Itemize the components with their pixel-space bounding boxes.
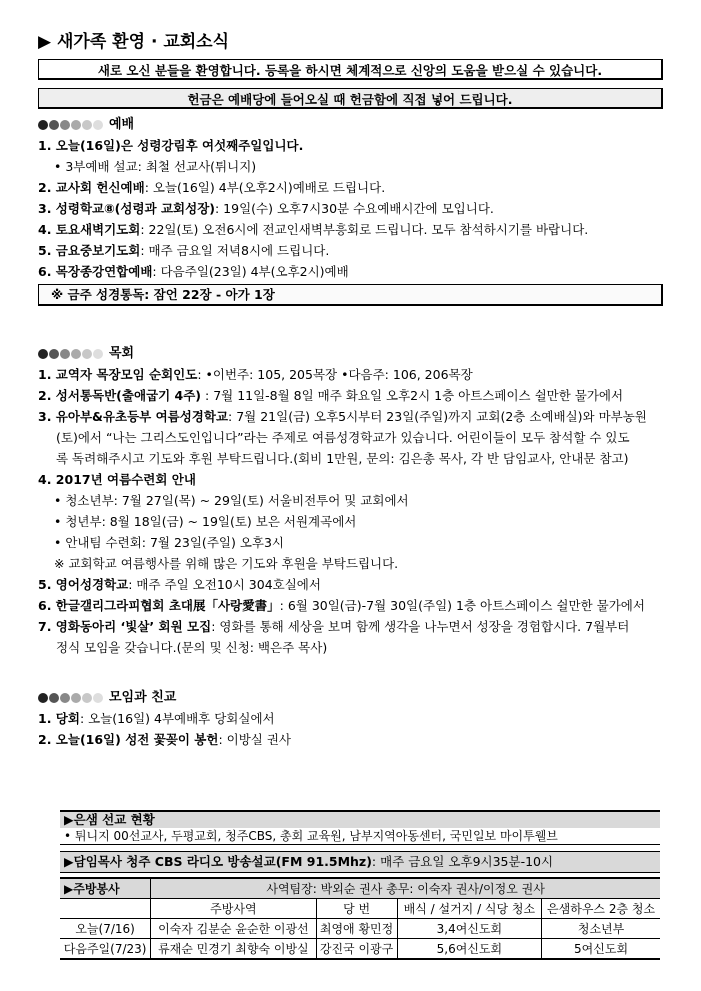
- section-title: 목회: [109, 346, 135, 361]
- mission-block: [60, 810, 660, 845]
- bulletin-page: [38, 30, 663, 750]
- worship-bullet-preacher: • 3부예배 설교: 최철 선교사(튀니지): [54, 159, 257, 174]
- service-title: ▶주방봉사: [60, 878, 151, 899]
- retreat-bullet: • 청년부: 8월 18일(금) ~ 19일(토) 보은 서원계곡에서: [54, 514, 357, 529]
- worship-item-2: 2. 교사회 헌신예배: 오늘(16일) 4부(오후2시)예배로 드립니다.: [38, 180, 386, 195]
- dots-icon: [38, 693, 103, 703]
- page-title: ▶ 새가족 환영 · 교회소식: [38, 32, 230, 52]
- dots-icon: [38, 349, 103, 359]
- service-leaders: 사역팀장: 박외순 권사 총무: 이숙자 권사/이정오 권사: [151, 878, 660, 899]
- welcome-banner: 새로 오신 분들을 환영합니다. 등록을 하시면 체계적으로 신앙의 도움을 받으실 수 있습니다.: [38, 59, 663, 80]
- pastoral-item-3: 3. 유아부&유초등부 여름성경학교: 7월 21일(금) 오후5시부터 23일(주일)까지 교회(2층 소예배실)와 마부농원: [38, 409, 647, 424]
- dots-icon: [38, 120, 103, 130]
- section-worship-heading: [38, 115, 663, 135]
- worship-item-1: 1. 오늘(16일)은 성령강림후 여섯째주일입니다.: [38, 138, 304, 153]
- worship-item-5: 5. 금요중보기도회: 매주 금요일 저녁8시에 드립니다.: [38, 243, 330, 258]
- pastoral-item-5: 5. 영어성경학교: 매주 주일 오전10시 304호실에서: [38, 577, 321, 592]
- section-fellowship-heading: [38, 688, 663, 708]
- fellowship-item-1: 1. 당회: 오늘(16일) 4부예배후 당회실에서: [38, 711, 275, 726]
- pastoral-item-6: 6. 한글갤리그라피협회 초대展「사랑愛書」: 6월 30일(금)-7월 30일(주일) 1층 아트스페이스 쉴만한 물가에서: [38, 598, 645, 613]
- section-title: 모임과 친교: [109, 690, 177, 705]
- pastoral-item-2: 2. 성서통독반(출애굽기 4주) : 7월 11일-8월 8일 매주 화요일 오후2시 1층 아트스페이스 쉴만한 물가에서: [38, 388, 624, 403]
- bottom-info: [60, 810, 660, 960]
- pastoral-item-3-cont: (토)에서 “나는 그리스도인입니다”라는 주제로 여름성경학교가 있습니다. 어린이들이 모두 참석할 수 있도: [56, 430, 630, 445]
- fellowship-item-2: 2. 오늘(16일) 성전 꽃꽂이 봉헌: 이방실 권사: [38, 732, 291, 747]
- mission-list: • 튀니지 00선교사, 두평교회, 청주CBS, 총회 교육원, 남부지역아동센터, 국민일보 마이투웰브: [60, 828, 660, 845]
- offering-banner: 헌금은 예배당에 들어오실 때 헌금함에 직접 넣어 드립니다.: [38, 88, 663, 109]
- worship-item-6: 6. 목장종강연합예배: 다음주일(23일) 4부(오후2시)예배: [38, 264, 349, 279]
- pastoral-item-1: 1. 교역자 목장모임 순회인도: •이번주: 105, 205목장 •다음주: 106, 206목장: [38, 367, 473, 382]
- table-row: 오늘(7/16) 이숙자 김분순 윤순한 이광선 최영애 황민정 3,4여신도회 청소년부: [60, 919, 660, 939]
- radio-block: ▶담임목사 청주 CBS 라디오 방송설교(FM 91.5Mhz): 매주 금요일 오후9시35분-10시: [60, 851, 660, 873]
- section-title: 예배: [109, 117, 135, 132]
- worship-item-3: 3. 성령학교⑧(성령과 교회성장): 19일(수) 오후7시30분 수요예배시간에 모입니다.: [38, 201, 494, 216]
- retreat-note: ※ 교회학교 여름행사를 위해 많은 기도와 후원을 부탁드립니다.: [54, 556, 399, 571]
- bible-reading-box: ※ 금주 성경통독: 잠언 22장 - 아가 1장: [38, 284, 663, 306]
- pastoral-item-4: 4. 2017년 여름수련회 안내: [38, 472, 196, 487]
- retreat-bullet: • 안내팀 수련회: 7월 23일(주일) 오후3시: [54, 535, 284, 550]
- header-house: 은샘하우스 2층 청소: [542, 899, 660, 919]
- pastoral-item-3-cont: 록 독려해주시고 기도와 후원 부탁드립니다.(회비 1만원, 문의: 김은총 목사, 각 반 담임교사, 안내문 참고): [56, 451, 629, 466]
- pastoral-item-7: 7. 영화동아리 ‘빛살’ 회원 모집: 영화를 통해 세상을 보며 함께 생각을 나누면서 성장을 경험합시다. 7월부터: [38, 619, 630, 634]
- section-pastoral-heading: [38, 344, 663, 364]
- kitchen-service-table: [60, 877, 660, 960]
- mission-title: ▶은샘 선교 현황: [60, 812, 660, 828]
- header-meal: 배식 / 설거지 / 식당 청소: [397, 899, 542, 919]
- header-duty: 당 번: [316, 899, 397, 919]
- worship-item-4: 4. 토요새벽기도회: 22일(토) 오전6시에 전교인새벽부흥회로 드립니다. 모두 참석하시기를 바랍니다.: [38, 222, 589, 237]
- pastoral-item-7-cont: 정식 모임을 갖습니다.(문의 및 신청: 백은주 목사): [56, 640, 328, 655]
- table-row: 다음주일(7/23) 류재순 민경기 최향숙 이방실 강진국 이광구 5,6여신도회 5여신도회: [60, 939, 660, 960]
- header-kitchen: 주방사역: [151, 899, 316, 919]
- header-empty: [60, 899, 151, 919]
- retreat-bullet: • 청소년부: 7월 27일(목) ~ 29일(토) 서울비전투어 및 교회에서: [54, 493, 409, 508]
